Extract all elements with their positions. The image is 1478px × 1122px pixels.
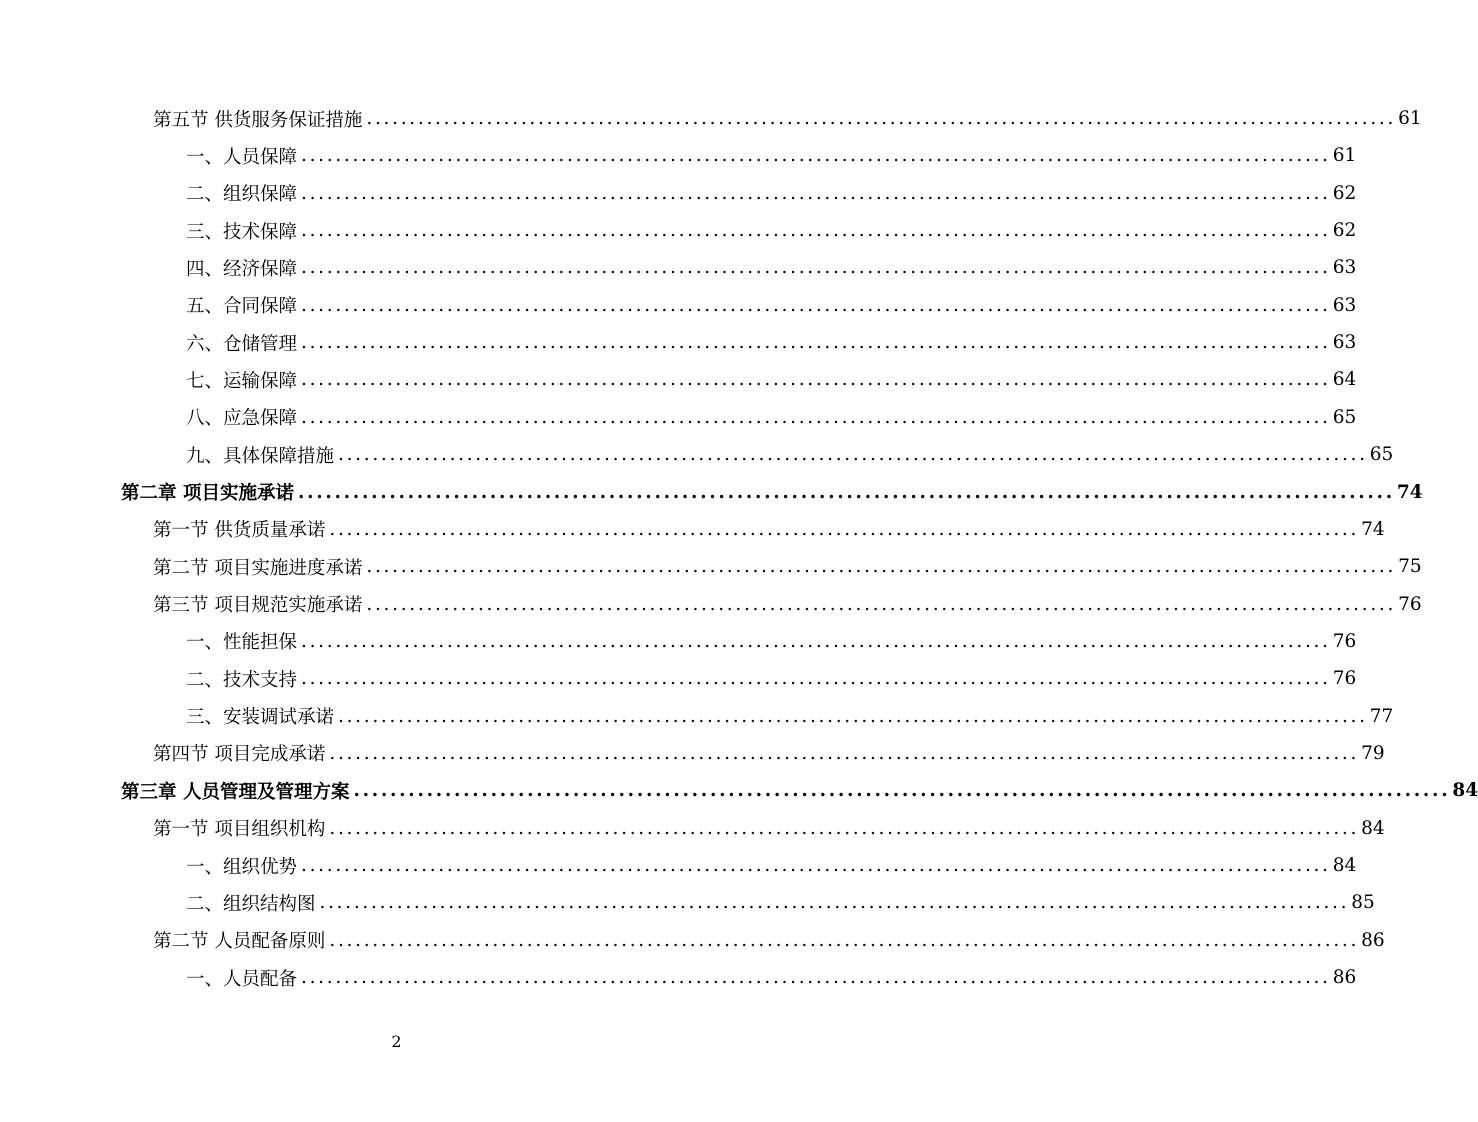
toc-entry-label: 第二节 项目实施进度承诺 [153, 557, 363, 579]
toc-dot-leader: ........................................................................................................................ [338, 444, 1368, 466]
toc-dot-leader: ........................................................................................................................ [329, 817, 1360, 839]
toc-entry[interactable] [153, 586, 1422, 623]
toc-entry-label: 三、安装调试承诺 [186, 707, 335, 729]
toc-entry-label: 一、人员保障 [186, 146, 298, 168]
toc-entry-page: 84 [1452, 780, 1478, 802]
toc-entry-page: 79 [1361, 742, 1385, 764]
toc-entry-label: 七、运输保障 [186, 370, 298, 392]
toc-entry-page: 84 [1361, 817, 1385, 839]
toc-entry[interactable] [153, 511, 1385, 548]
toc-entry[interactable] [186, 361, 1357, 398]
toc-dot-leader: ........................................................................................................................ [301, 332, 1331, 354]
toc-entry-label: 一、人员配备 [186, 968, 298, 990]
toc-entry-page: 62 [1332, 220, 1357, 242]
toc-entry-page: 86 [1361, 929, 1385, 951]
toc-entry-label: 二、技术支持 [186, 669, 298, 691]
toc-dot-leader: ........................................................................................................................ [366, 556, 1397, 578]
toc-entry-page: 74 [1361, 518, 1385, 540]
toc-entry-label: 五、合同保障 [186, 296, 298, 318]
toc-dot-leader: ........................................................................................................................ [329, 742, 1360, 764]
toc-dot-leader: ........................................................................................................................ [301, 967, 1331, 989]
toc-entry-label: 九、具体保障措施 [186, 445, 335, 467]
toc-entry[interactable] [153, 735, 1385, 772]
page-number: 2 [391, 1032, 402, 1051]
toc-entry[interactable] [186, 137, 1357, 174]
toc-dot-leader: ........................................................................................................................ [301, 294, 1331, 316]
toc-entry-label: 第三节 项目规范实施承诺 [153, 595, 363, 617]
toc-dot-leader: ........................................................................................................................ [301, 257, 1331, 279]
toc-dot-leader: ........................................................................................................................ [366, 108, 1397, 129]
toc-dot-leader: ........................................................................................................................ [329, 929, 1360, 951]
toc-dot-leader: ........................................................................................................................ [301, 630, 1331, 652]
toc-entry[interactable] [153, 100, 1422, 137]
toc-dot-leader: ........................................................................................................................ [338, 705, 1368, 727]
toc-entry[interactable] [186, 660, 1357, 697]
toc-entry-label: 第二章 项目实施承诺 [121, 483, 294, 504]
toc-dot-leader: ........................................................................................................................ [301, 182, 1331, 204]
toc-dot-leader: ........................................................................................................................ [353, 780, 1451, 802]
toc-entry[interactable] [186, 399, 1357, 436]
toc-dot-leader: ........................................................................................................................ [301, 220, 1331, 242]
toc-entry-page: 86 [1332, 967, 1357, 989]
toc-entry-label: 四、经济保障 [186, 258, 298, 280]
toc-entry-page: 75 [1398, 556, 1422, 578]
toc-entry-label: 六、仓储管理 [186, 333, 298, 355]
toc-entry[interactable] [186, 847, 1357, 884]
toc-entry[interactable] [186, 249, 1357, 286]
toc-entry-label: 二、组织保障 [186, 184, 298, 206]
toc-entry-page: 77 [1369, 705, 1394, 727]
toc-entry-page: 85 [1351, 892, 1375, 914]
toc-entry[interactable] [186, 436, 1394, 473]
toc-dot-leader: ........................................................................................................................ [329, 518, 1360, 540]
toc-entry-label: 第三章 人员管理及管理方案 [121, 781, 350, 803]
toc-entry-page: 64 [1332, 369, 1357, 391]
toc-entry[interactable] [186, 959, 1357, 996]
toc-entry-label: 第五节 供货服务保证措施 [153, 109, 363, 131]
toc-entry-page: 63 [1332, 257, 1357, 279]
toc-entry-label: 二、组织结构图 [186, 893, 316, 915]
toc-entry-page: 62 [1332, 182, 1357, 204]
toc-entry[interactable] [186, 623, 1357, 660]
toc-entry-page: 65 [1332, 406, 1357, 428]
toc-dot-leader: ........................................................................................................................ [319, 892, 1350, 914]
toc-entry[interactable] [186, 698, 1394, 735]
toc-entry-page: 84 [1332, 855, 1357, 876]
toc-entry[interactable] [186, 324, 1357, 361]
toc-entry[interactable] [186, 212, 1357, 249]
toc-entry-label: 一、组织优势 [186, 856, 298, 878]
toc-entry-page: 61 [1332, 145, 1357, 167]
toc-entry-label: 八、应急保障 [186, 408, 298, 430]
toc-dot-leader: ........................................................................................................................ [301, 406, 1331, 428]
toc-entry[interactable] [186, 884, 1375, 921]
toc-entry-page: 63 [1332, 294, 1357, 316]
toc-dot-leader: ........................................................................................................................ [366, 593, 1397, 615]
toc-entry[interactable] [121, 474, 1423, 511]
toc-entry-page: 76 [1332, 630, 1357, 652]
toc-entry[interactable] [153, 548, 1422, 585]
toc-dot-leader: ........................................................................................................................ [301, 668, 1331, 690]
toc-entry-label: 第四节 项目完成承诺 [153, 744, 326, 766]
toc-entry-label: 三、技术保障 [186, 221, 298, 243]
toc-entry-label: 第一节 供货质量承诺 [153, 520, 326, 542]
toc-entry-page: 61 [1398, 108, 1422, 129]
toc-dot-leader: ........................................................................................................................ [297, 481, 1395, 503]
toc-entry[interactable] [153, 810, 1385, 847]
toc-entry-page: 76 [1398, 593, 1422, 615]
toc-entry-label: 一、性能担保 [186, 632, 298, 654]
toc-dot-leader: ........................................................................................................................ [301, 369, 1331, 391]
toc-entry-page: 65 [1369, 444, 1394, 466]
toc-entry-page: 63 [1332, 332, 1357, 354]
toc-entry-label: 第二节 人员配备原则 [153, 931, 326, 953]
toc-dot-leader: ........................................................................................................................ [301, 855, 1331, 876]
toc-entry[interactable] [153, 922, 1385, 959]
toc-entry[interactable] [186, 287, 1357, 324]
toc-entry[interactable] [186, 175, 1357, 212]
toc-entry-page: 76 [1332, 668, 1357, 690]
toc-entry-label: 第一节 项目组织机构 [153, 819, 326, 841]
toc-entry-page: 74 [1396, 481, 1423, 503]
toc-entry[interactable] [121, 772, 1478, 809]
toc-dot-leader: ........................................................................................................................ [301, 145, 1331, 167]
